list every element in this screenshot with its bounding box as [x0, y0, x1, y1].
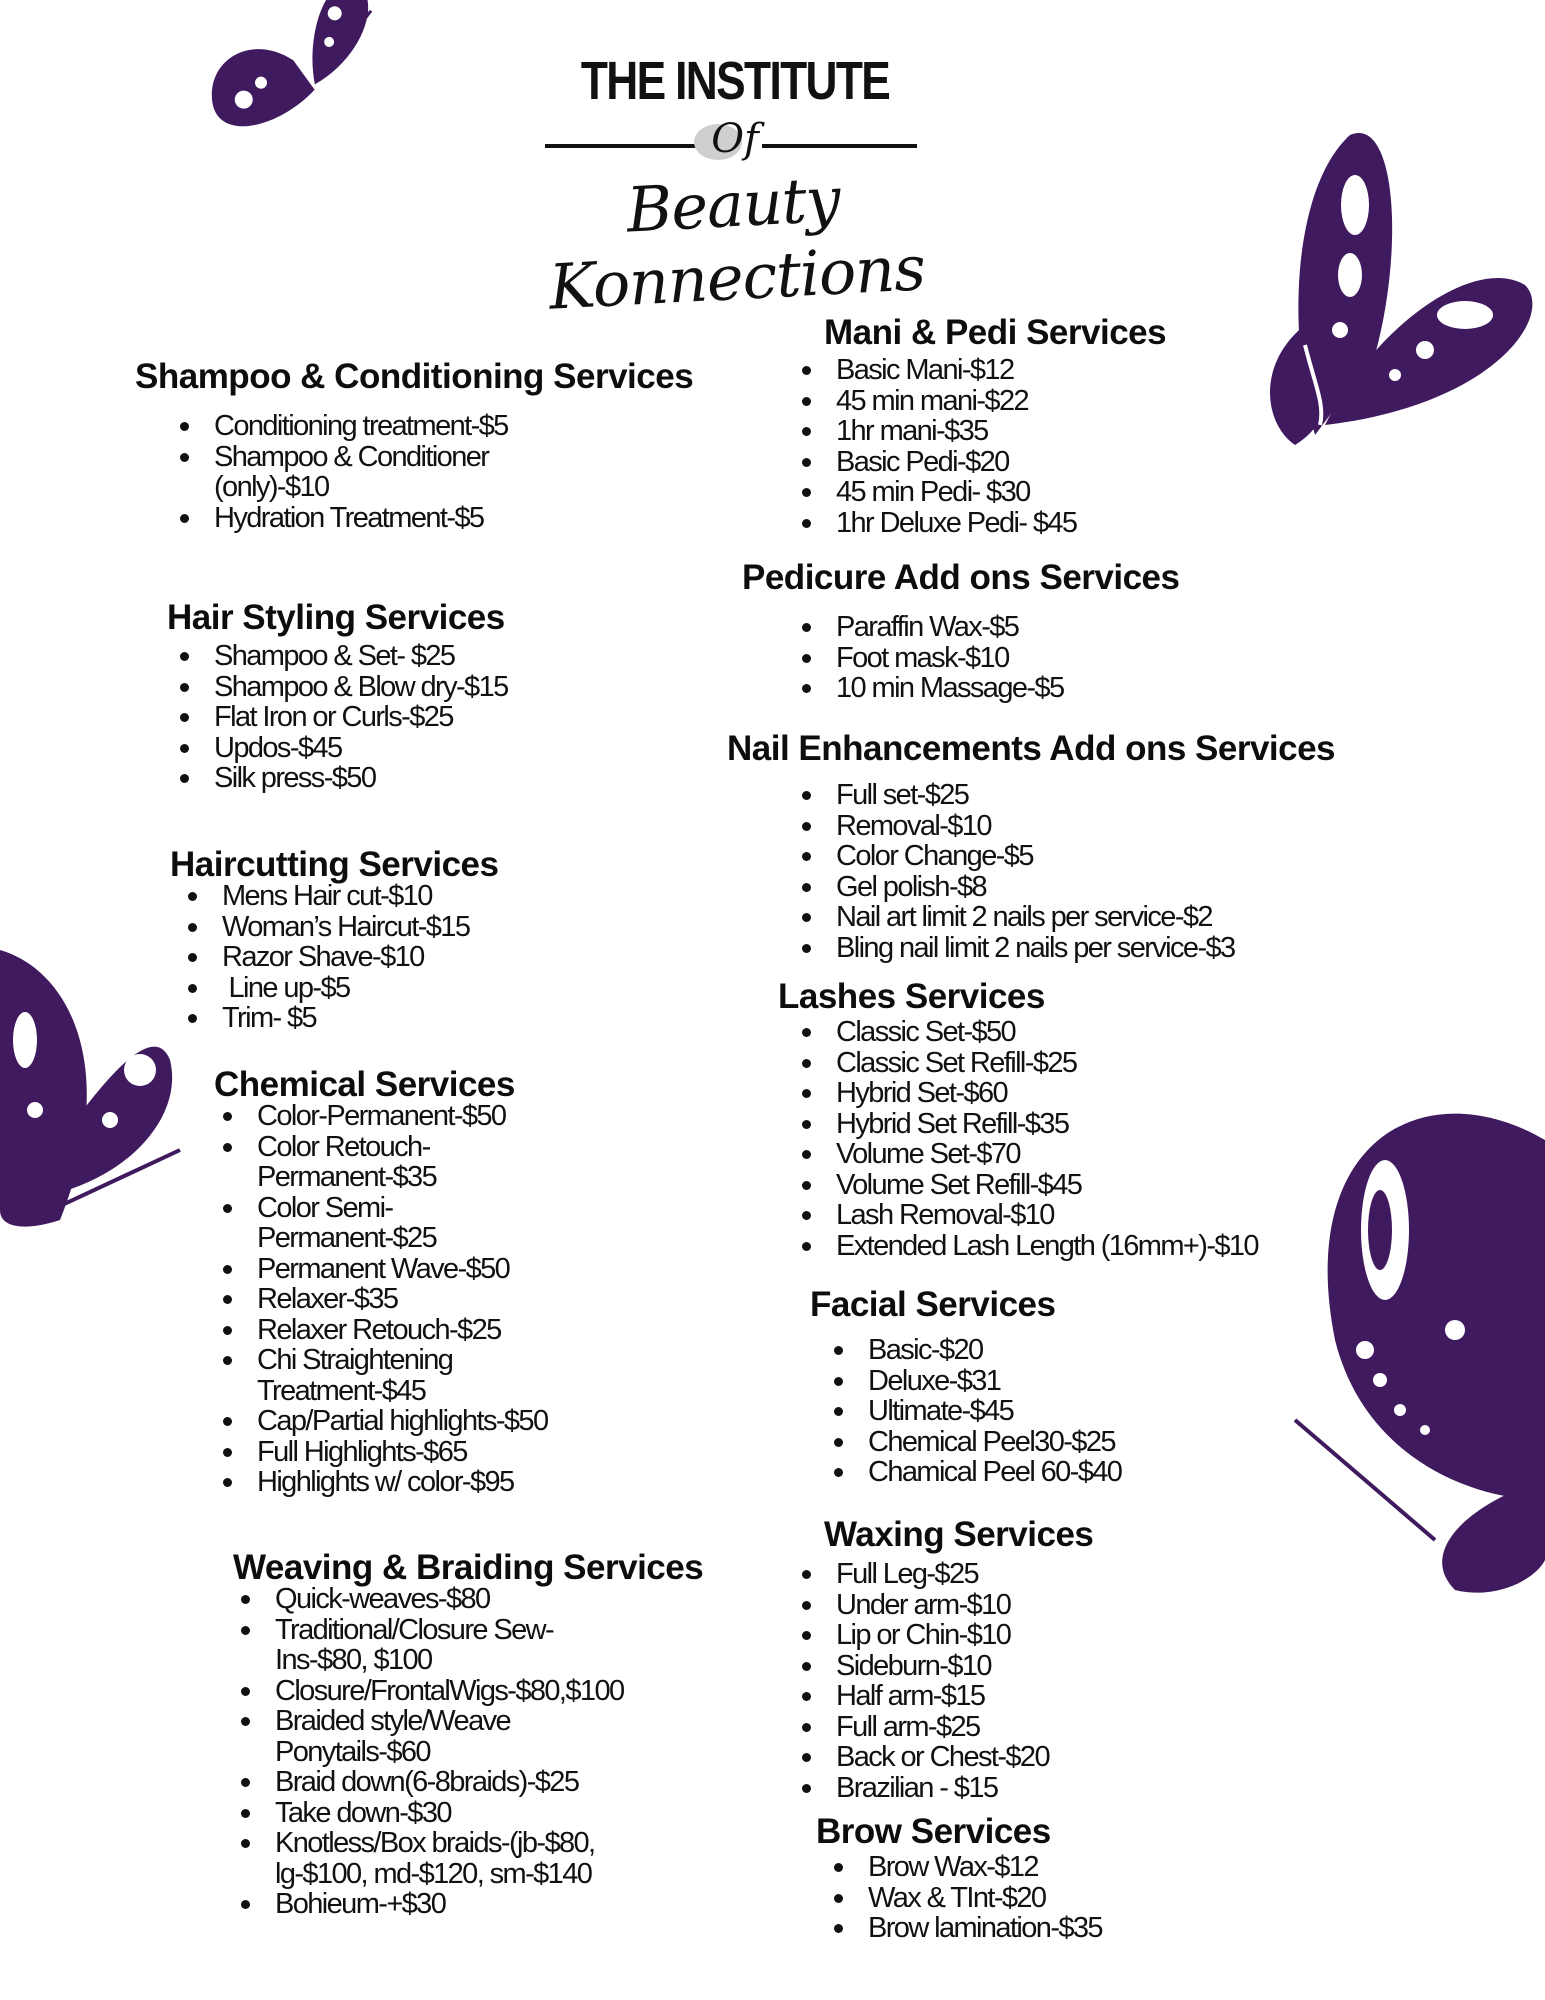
list-item: Chamical Peel 60-$40: [868, 1456, 1122, 1488]
service-list: [836, 612, 1180, 704]
list-item: Under arm-$10: [836, 1590, 1093, 1621]
section-chemical: [214, 1065, 577, 1498]
logo-of: Of: [711, 116, 759, 162]
logo-script: Beauty Konnections: [547, 162, 927, 324]
logo-divider: [545, 144, 700, 148]
list-item: Take down-$30: [275, 1798, 645, 1829]
list-item: Knotless/Box braids-(jb-$80, lg-$100, md-$120, sm-$140: [275, 1828, 635, 1889]
butterfly-icon: [190, 0, 400, 130]
list-item: Volume Set Refill-$45: [836, 1170, 1258, 1201]
list-item: Relaxer Retouch-$25: [257, 1315, 577, 1346]
list-item: Hybrid Set Refill-$35: [836, 1109, 1258, 1140]
list-item: Basic-$20: [868, 1335, 1121, 1366]
section-title: Waxing Services: [824, 1515, 1094, 1554]
list-item: Shampoo & Blow dry-$15: [214, 670, 508, 703]
service-list: [836, 1559, 1093, 1803]
list-item: Conditioning treatment-$5: [214, 411, 554, 442]
list-item: Cap/Partial highlights-$50: [257, 1406, 617, 1437]
list-item: Volume Set-$70: [836, 1139, 1258, 1170]
section-title: Pedicure Add ons Services: [742, 558, 1180, 597]
logo: [500, 50, 970, 324]
section-pedicure-addons: [742, 558, 1180, 704]
logo-divider: [762, 144, 917, 148]
list-item: Bling nail limit 2 nails per service-$3: [836, 933, 1335, 964]
list-item: Color Semi-Permanent-$25: [257, 1193, 557, 1254]
section-hair-styling: [167, 598, 508, 794]
list-item: Gel polish-$8: [836, 872, 1335, 903]
section-shampoo: [135, 357, 693, 533]
list-item: Nail art limit 2 nails per service-$2: [836, 902, 1335, 933]
list-item: Line up-$5: [222, 973, 498, 1004]
section-haircutting: [170, 845, 498, 1034]
list-item: Paraffin Wax-$5: [836, 612, 1180, 643]
service-list: [214, 411, 554, 533]
list-item: Brazilian - $15: [836, 1773, 1093, 1804]
list-item: Mens Hair cut-$10: [222, 881, 498, 912]
section-mani-pedi: [824, 313, 1166, 538]
list-item: Lip or Chin-$10: [836, 1620, 1093, 1651]
list-item: Brow lamination-$35: [868, 1912, 1102, 1944]
list-item: 1hr Deluxe Pedi- $45: [836, 508, 1166, 539]
list-item: Wax & TInt-$20: [868, 1883, 1102, 1914]
section-title: Facial Services: [810, 1285, 1056, 1324]
section-title: Mani & Pedi Services: [824, 313, 1167, 352]
list-item: Foot mask-$10: [836, 643, 1180, 674]
list-item: 1hr mani-$35: [836, 416, 1166, 447]
list-item: Full set-$25: [836, 780, 1335, 811]
section-lashes: [778, 977, 1258, 1261]
list-item: Removal-$10: [836, 811, 1335, 842]
section-facial: [810, 1285, 1121, 1488]
list-item: Color Change-$5: [836, 841, 1335, 872]
list-item: Hydration Treatment-$5: [214, 503, 554, 534]
list-item: Closure/FrontalWigs-$80,$100: [275, 1674, 624, 1707]
list-item: Silk press-$50: [214, 763, 508, 794]
section-title: Brow Services: [816, 1812, 1051, 1851]
butterfly-icon: [0, 930, 185, 1260]
list-item: Highlights w/ color-$95: [257, 1467, 577, 1498]
list-item: 10 min Massage-$5: [836, 673, 1180, 704]
service-list: [868, 1852, 1102, 1944]
list-item: Shampoo & Set- $25: [214, 641, 508, 672]
list-item: Razor Shave-$10: [222, 942, 498, 973]
section-title: Nail Enhancements Add ons Services: [727, 729, 1336, 768]
list-item: Half arm-$15: [836, 1681, 1093, 1712]
section-nail-enhancements: [727, 729, 1335, 963]
list-item: Basic Pedi-$20: [836, 447, 1166, 478]
service-list: [257, 1101, 577, 1498]
service-list: [836, 780, 1335, 963]
list-item: Extended Lash Length (16mm+)-$10: [836, 1229, 1258, 1262]
service-list: [836, 355, 1166, 538]
list-item: 45 min Pedi- $30: [836, 477, 1166, 508]
section-title: Hair Styling Services: [167, 598, 505, 637]
service-list: [275, 1584, 645, 1920]
list-item: Back or Chest-$20: [836, 1742, 1093, 1773]
list-item: Full Leg-$25: [836, 1559, 1093, 1590]
list-item: Deluxe-$31: [868, 1366, 1121, 1397]
list-item: Ultimate-$45: [868, 1396, 1121, 1427]
list-item: Quick-weaves-$80: [275, 1584, 645, 1615]
list-item: Sideburn-$10: [836, 1651, 1093, 1682]
list-item: Color-Permanent-$50: [257, 1101, 577, 1132]
section-title: Chemical Services: [214, 1065, 515, 1104]
list-item: Classic Set Refill-$25: [836, 1048, 1258, 1079]
section-title: Weaving & Braiding Services: [233, 1548, 704, 1587]
list-item: Lash Removal-$10: [836, 1200, 1258, 1231]
list-item: Brow Wax-$12: [868, 1852, 1102, 1883]
list-item: Traditional/Closure Sew-Ins-$80, $100: [275, 1615, 605, 1676]
section-weaving: [233, 1548, 703, 1920]
section-title: Lashes Services: [778, 977, 1045, 1016]
list-item: Color Retouch-Permanent-$35: [257, 1132, 477, 1193]
section-brow: [816, 1812, 1102, 1944]
list-item: Bohieum-+$30: [275, 1889, 645, 1920]
section-title: Shampoo & Conditioning Services: [135, 357, 694, 396]
list-item: Braid down(6-8braids)-$25: [275, 1767, 645, 1798]
list-item: Trim- $5: [222, 1003, 498, 1034]
list-item: Braided style/Weave Ponytails-$60: [275, 1706, 575, 1767]
butterfly-icon: [1275, 1080, 1545, 1600]
list-item: Shampoo & Conditioner (only)-$10: [214, 442, 554, 503]
service-list: [214, 641, 508, 794]
list-item: Updos-$45: [214, 733, 508, 764]
list-item: 45 min mani-$22: [836, 386, 1166, 417]
butterfly-icon: [1255, 125, 1545, 465]
list-item: Flat Iron or Curls-$25: [214, 702, 508, 733]
list-item: Woman’s Haircut-$15: [222, 912, 498, 943]
service-list: [222, 881, 498, 1034]
list-item: Full arm-$25: [836, 1712, 1093, 1743]
list-item: Basic Mani-$12: [836, 355, 1166, 386]
service-list: [836, 1017, 1258, 1261]
logo-title: THE INSTITUTE: [580, 51, 890, 111]
section-title: Haircutting Services: [170, 845, 499, 884]
list-item: Permanent Wave-$50: [257, 1254, 577, 1285]
list-item: Chemical Peel30-$25: [868, 1427, 1121, 1458]
list-item: Chi Straightening Treatment-$45: [257, 1345, 497, 1406]
list-item: Full Highlights-$65: [257, 1437, 577, 1468]
list-item: Classic Set-$50: [836, 1017, 1258, 1048]
service-list: [868, 1335, 1121, 1488]
section-waxing: [824, 1515, 1093, 1803]
list-item: Relaxer-$35: [257, 1284, 577, 1315]
list-item: Hybrid Set-$60: [836, 1078, 1258, 1109]
